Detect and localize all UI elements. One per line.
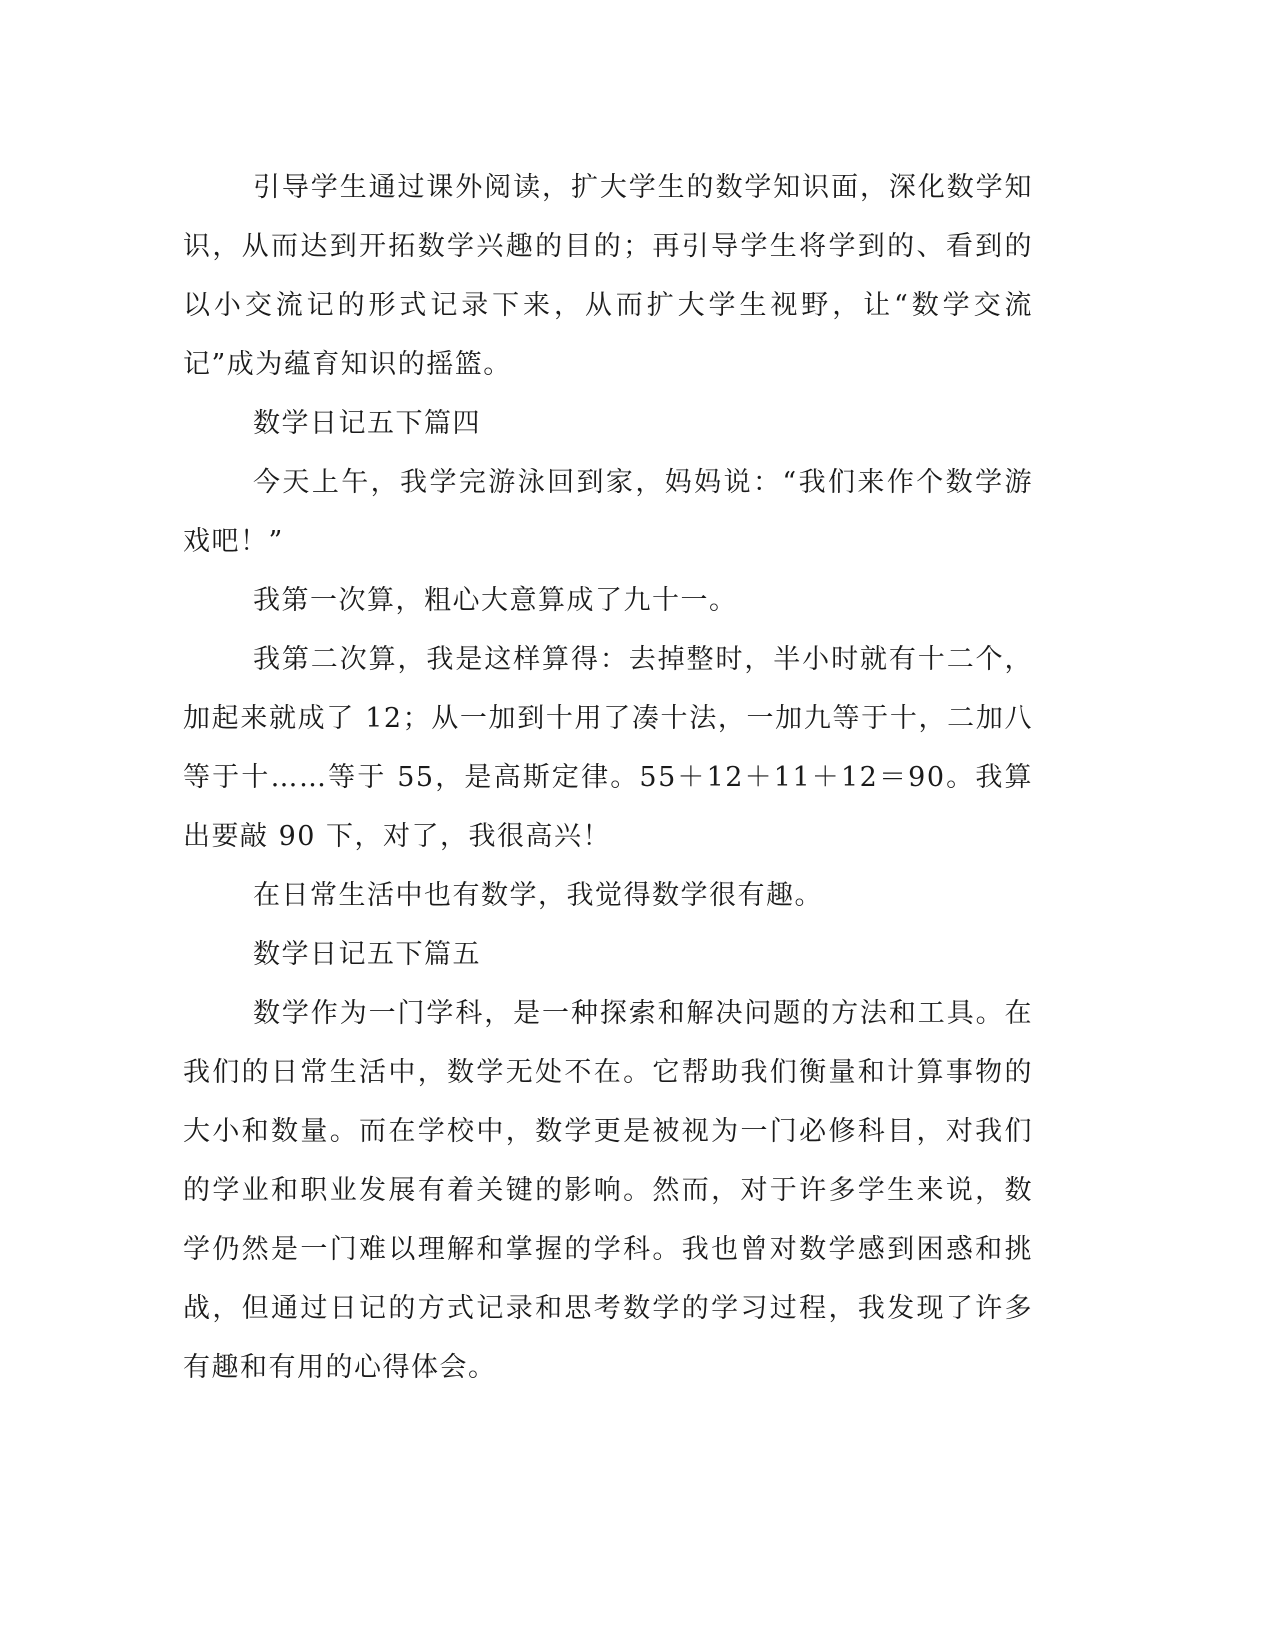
paragraph-daily-math: 在日常生活中也有数学，我觉得数学很有趣。 xyxy=(253,880,823,911)
paragraph-second-attempt: 我第二次算，我是这样算得：去掉整时，半小时就有十二个，加起来就成了 12；从一加到十用了凑十法，一加九等于十，二加八等于十……等于 55，是高斯定律。55＋12＋11＋12＝90。我算出要敲 90 下，对了，我很高兴！ xyxy=(183,644,1033,852)
paragraph-reading-guidance: 引导学生通过课外阅读，扩大学生的数学知识面，深化数学知识，从而达到开拓数学兴趣的目的；再引导学生将学到的、看到的以小交流记的形式记录下来，从而扩大学生视野，让“数学交流记”成为蕴育知识的摇篮。 xyxy=(183,172,1033,380)
section-heading-part-four: 数学日记五下篇四 xyxy=(253,408,481,439)
paragraph-math-reflection: 数学作为一门学科，是一种探索和解决问题的方法和工具。在我们的日常生活中，数学无处不在。它帮助我们衡量和计算事物的大小和数量。而在学校中，数学更是被视为一门必修科目，对我们的学业和职业发展有着关键的影响。然而，对于许多学生来说，数学仍然是一门难以理解和掌握的学科。我也曾对数学感到困惑和挑战，但通过日记的方式记录和思考数学的学习过程，我发现了许多有趣和有用的心得体会。 xyxy=(183,998,1033,1383)
paragraph-first-attempt: 我第一次算，粗心大意算成了九十一。 xyxy=(253,585,738,616)
paragraph-math-game-intro: 今天上午，我学完游泳回到家，妈妈说：“我们来作个数学游戏吧！” xyxy=(183,467,1033,557)
section-heading-part-five: 数学日记五下篇五 xyxy=(253,939,481,970)
document-body xyxy=(183,158,1033,1397)
